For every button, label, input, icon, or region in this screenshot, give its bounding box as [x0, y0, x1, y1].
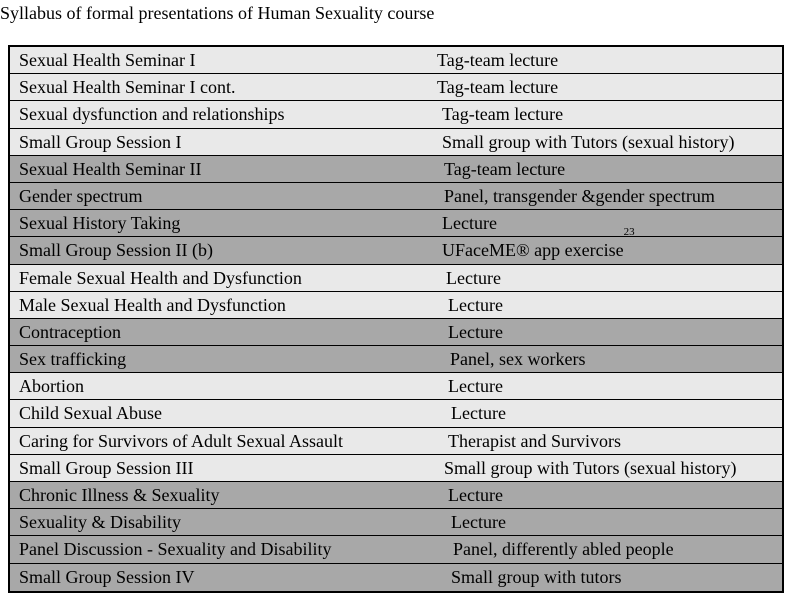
format-cell: UFaceME® app exercise$^{23}$ [442, 226, 635, 261]
format-cell: Tag-team lecture [437, 77, 559, 98]
table-row [10, 292, 782, 319]
table-row [10, 455, 782, 482]
session-cell: Small Group Session II (b) [19, 240, 213, 261]
format-cell: Panel, transgender &gender spectrum [444, 185, 715, 206]
format-cell: Lecture [448, 294, 503, 315]
citation-superscript: 23 [623, 226, 635, 239]
table-row [10, 226, 782, 264]
table-row [10, 129, 782, 156]
table-row [10, 74, 782, 101]
session-cell: Sexual Health Seminar I cont. [19, 77, 236, 98]
table-row [10, 373, 782, 400]
format-cell: Lecture [448, 376, 503, 397]
format-cell: Lecture [448, 485, 503, 505]
table-row [10, 564, 782, 591]
table-row [10, 536, 782, 563]
session-cell: Sexual dysfunction and relationships [19, 104, 285, 125]
table-row [10, 428, 782, 455]
table-row [10, 265, 782, 292]
session-cell: Abortion [19, 376, 84, 397]
session-cell: Male Sexual Health and Dysfunction [19, 294, 286, 315]
session-cell: Panel Discussion - Sexuality and Disability [19, 539, 332, 560]
session-cell: Small Group Session I [19, 131, 182, 152]
session-cell: Sexual Health Seminar II [19, 158, 202, 179]
format-cell: Tag-team lecture [444, 158, 566, 179]
session-cell: Sexual Health Seminar I [19, 50, 196, 70]
format-cell: Panel, sex workers [450, 349, 586, 370]
table-row [10, 346, 782, 373]
session-cell: Sexuality & Disability [19, 512, 181, 533]
table-row [10, 101, 782, 128]
session-cell: Contraception [19, 321, 121, 342]
session-cell: Sex trafficking [19, 349, 127, 370]
table-row [10, 156, 782, 183]
format-cell: Lecture [451, 403, 506, 424]
session-cell: Small Group Session III [19, 457, 194, 478]
format-cell: Therapist and Survivors [448, 430, 621, 451]
syllabus-table [8, 45, 784, 593]
session-cell: Child Sexual Abuse [19, 403, 162, 424]
format-cell: Lecture [442, 213, 497, 234]
format-cell: Small group with tutors [451, 566, 622, 587]
format-cell: Lecture [448, 321, 503, 342]
format-cell: Lecture [451, 512, 506, 533]
session-cell: Small Group Session IV [19, 566, 195, 587]
table-row [10, 47, 782, 74]
document-title: Syllabus of formal presentations of Human Sexuality course [0, 3, 435, 23]
table-row [10, 400, 782, 427]
format-cell: Tag-team lecture [442, 104, 564, 125]
table-row [10, 509, 782, 536]
session-cell: Female Sexual Health and Dysfunction [19, 267, 302, 288]
format-cell: Panel, differently abled people [453, 539, 674, 560]
format-cell: Small group with Tutors (sexual history) [444, 457, 737, 478]
table-row [10, 183, 782, 210]
session-cell: Sexual History Taking [19, 213, 181, 234]
session-cell: Caring for Survivors of Adult Sexual Assault [19, 430, 343, 451]
format-cell: Lecture [446, 267, 501, 288]
table-row [10, 482, 782, 509]
table-row [10, 210, 782, 237]
session-cell: Gender spectrum [19, 185, 143, 206]
session-cell: Chronic Illness & Sexuality [19, 485, 220, 505]
format-cell: Small group with Tutors (sexual history) [442, 131, 735, 152]
table-row [10, 319, 782, 346]
format-cell: Tag-team lecture [437, 50, 559, 70]
